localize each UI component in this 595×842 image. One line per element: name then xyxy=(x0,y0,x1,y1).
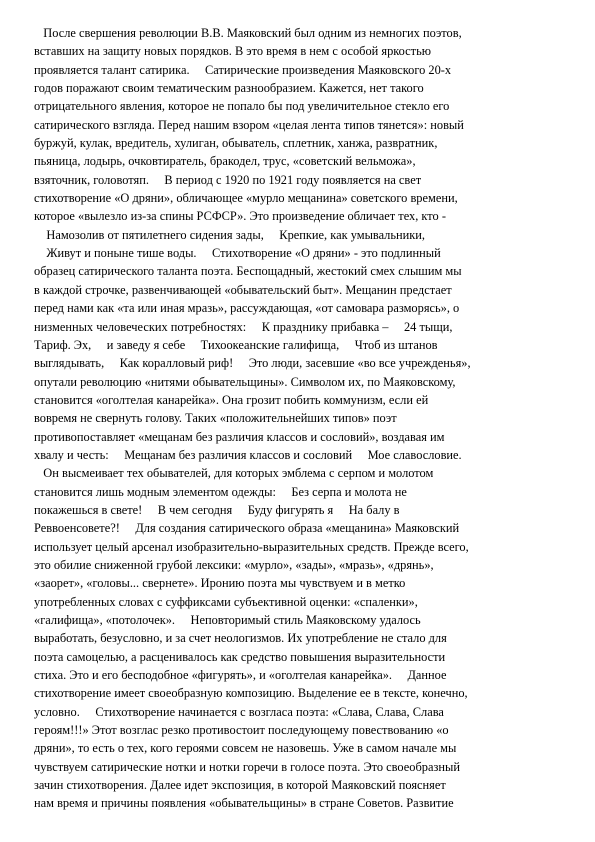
text-line: стиха. Это и его бесподобное «фигурять», и «оголтелая канарейка». Данное xyxy=(34,668,447,683)
text-line: опутали революцию «нитями обывательщины». Символом их, по Маяковскому, xyxy=(34,374,456,389)
text-line: становится «оголтелая канарейка». Она грозит побить коммунизм, если ей xyxy=(34,392,429,407)
text-line: «галифища», «потолочек». Неповторимый стиль Маяковскому удалось xyxy=(34,613,421,627)
document-body-text xyxy=(34,24,574,813)
text-line: в каждой строчке, развенчивающей «обывательский быт». Мещанин предстает xyxy=(34,282,452,297)
text-line: Тариф. Эх, и заведу я себе Тихоокеанские галифища, Чтоб из штанов xyxy=(34,337,438,352)
text-line: зачин стихотворения. Далее идет экспозиция, в которой Маяковский поясняет xyxy=(34,778,446,793)
text-line: Реввоенсовете?! Для создания сатирического образа «мещанина» Маяковский xyxy=(34,521,460,536)
text-line: дряни», то есть о тех, кого героями совсем не назовешь. Уже в самом начале мы xyxy=(34,741,457,756)
text-line: сатирического взгляда. Перед нашим взором «целая лента типов тянется»: новый xyxy=(34,117,464,132)
text-line: перед нами как «та или иная мразь», рассуждающая, «от самовара разморясь», о xyxy=(34,301,460,316)
text-line: отрицательного явления, которое не попало бы под увеличительное стекло его xyxy=(34,99,450,114)
text-line: вовремя не свернуть голову. Таких «положительнейших типов» поэт xyxy=(34,411,397,426)
text-line: вставших на защиту новых порядков. В это время в нем с особой яркостью xyxy=(34,44,432,59)
text-line: нам время и причины появления «обывательщины» в стране Советов. Развитие xyxy=(34,796,454,811)
text-line: поэта самоцелью, а расценивалось как средство повышения выразительности xyxy=(34,649,446,664)
text-line: противопоставляет «мещанам без различия классов и сословий», воздавая им xyxy=(34,429,445,444)
text-line: низменных человеческих потребностях: К празднику прибавка – 24 тыщи, xyxy=(34,319,453,334)
text-line: годов поражают своим тематическим разнообразием. Кажется, нет такого xyxy=(34,81,424,96)
text-line: стихотворение «О дряни», обличающее «мурло мещанина» советского времени, xyxy=(34,191,458,206)
text-line: Намозолив от пятилетнего сидения зады, Крепкие, как умывальники, xyxy=(34,227,426,242)
text-line: образец сатирического таланта поэта. Беспощадный, жестокий смех слышим мы xyxy=(34,264,462,279)
text-line: проявляется талант сатирика. Сатирические произведения Маяковского 20-х xyxy=(34,62,452,77)
text-line: покажешься в свете! В чем сегодня Буду фигурять я На балу в xyxy=(34,502,400,517)
text-line: которое «вылезло из-за спины РСФСР». Это произведение обличает тех, кто - xyxy=(34,209,446,224)
text-line: использует целый арсенал изобразительно-выразительных средств. Прежде всего, xyxy=(34,539,469,554)
text-line: героям!!!» Этот возглас резко противостоит последующему повествованию «о xyxy=(34,723,449,738)
text-line: «заорет», «головы... свернете». Иронию поэта мы чувствуем и в метко xyxy=(34,576,406,591)
text-line: чувствуем сатирические нотки и нотки горечи в голосе поэта. Это своеобразный xyxy=(34,759,460,774)
text-line: становится лишь модным элементом одежды: Без серпа и молота не xyxy=(34,484,407,499)
text-line: стихотворение имеет своеобразную композицию. Выделение ее в тексте, конечно, xyxy=(34,686,468,701)
text-line: взяточник, головотяп. В период с 1920 по 1921 году появляется на свет xyxy=(34,172,422,187)
text-line: После свершения революции В.В. Маяковский был одним из немногих поэтов, xyxy=(34,26,462,40)
text-line: буржуй, кулак, вредитель, хулиган, обыватель, сплетник, ханжа, развратник, xyxy=(34,136,438,151)
text-line: хвалу и честь: Мещанам без различия классов и сословий Мое славословие. xyxy=(34,447,462,462)
text-line: это обилие сниженной грубой лексики: «мурло», «зады», «мразь», «дрянь», xyxy=(34,557,434,572)
text-line: Живут и поныне тише воды. Стихотворение «О дряни» - это подлинный xyxy=(34,246,441,261)
text-line: Он высмеивает тех обывателей, для которых эмблема с серпом и молотом xyxy=(34,466,434,481)
text-line: выработать, безусловно, и за счет неологизмов. Их употребление не стало для xyxy=(34,631,447,646)
text-line: пьяница, лодырь, очковтиратель, бракодел, трус, «советский вельможа», xyxy=(34,154,416,169)
text-line: условно. Стихотворение начинается с возгласа поэта: «Слава, Слава, Слава xyxy=(34,704,444,719)
text-line: выглядывать, Как коралловый риф! Это люди, засевшие «во все учрежденья», xyxy=(34,356,471,371)
text-line: употребленных словах с суффиксами субъективной оценки: «спаленки», xyxy=(34,594,418,609)
